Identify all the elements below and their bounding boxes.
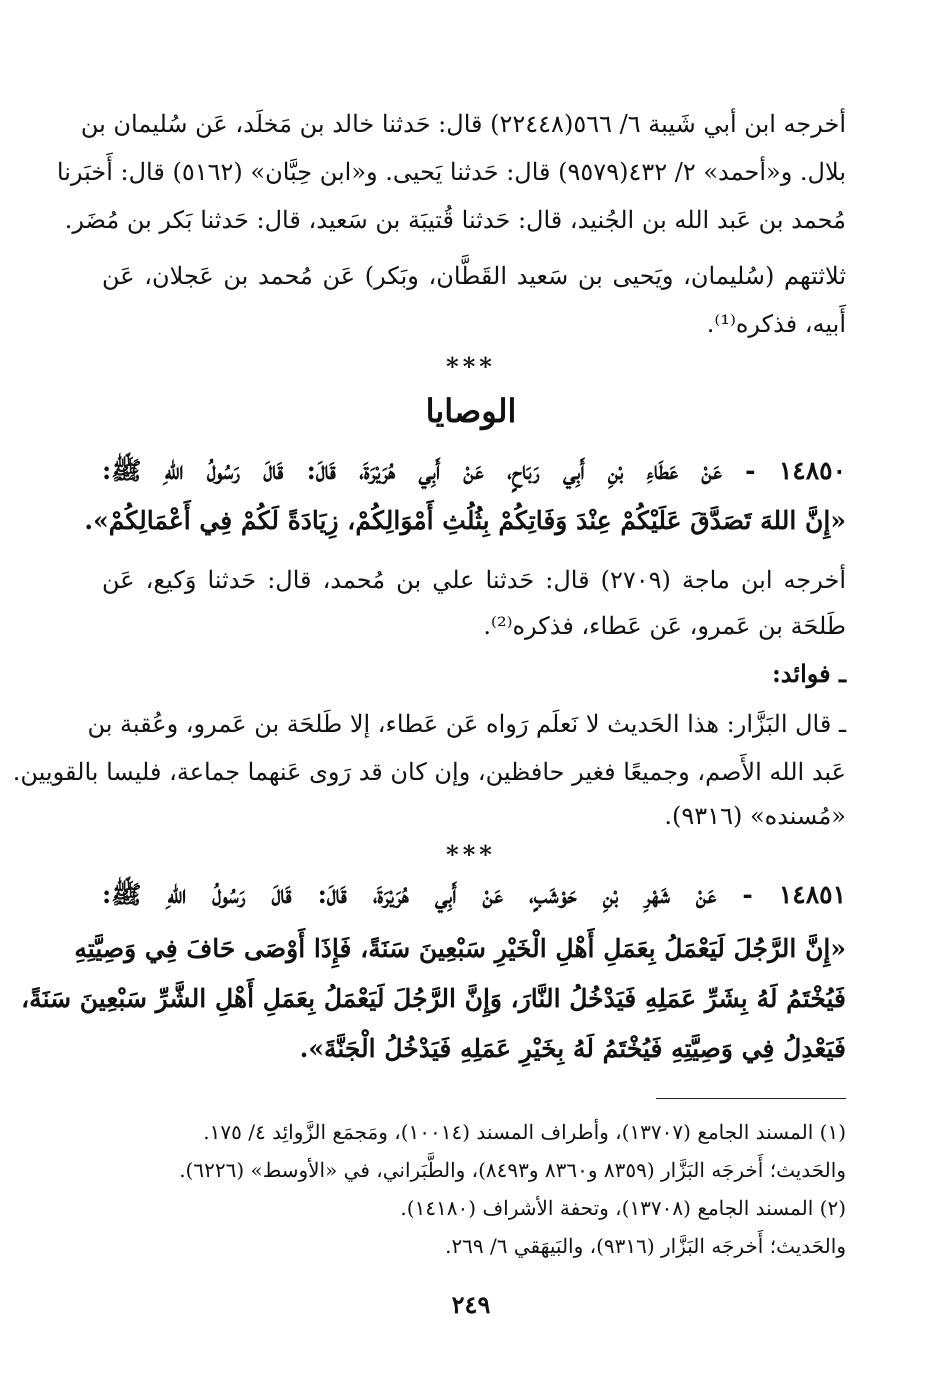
- fawaid-line-2: عَبد الله الأَصم، وجميعًا فغير حافظين، وإن كان قد رَوى عَنهما جماعة، فليسا بالقويين.: [12, 758, 846, 786]
- section-title: الوصايا: [425, 392, 517, 430]
- separator-stars: ***: [446, 840, 496, 869]
- hadith-14851-matn-1: «إِنَّ الرَّجُلَ لَيَعْمَلُ بِعَمَلِ أَهْلِ الْخَيْرِ سَبْعِينَ سَنَةً، فَإِذَا أَوْصَى حَافَ فِي وَصِيَّتِهِ: [74, 934, 846, 963]
- hadith-14850-matn: «إِنَّ اللهَ تَصَدَّقَ عَلَيْكُمْ عِنْدَ وَفَاتِكُمْ بِثُلُثِ أَمْوَالِكُمْ، زِيَادَةً لَكُمْ فِي أَعْمَالِكُمْ».: [84, 506, 846, 535]
- footnote-1: (١) المسند الجامع (١٣٧٠٧)، وأطراف المسند (١٠٠١٤)، ومَجمَع الزَّوائِد ٤/ ١٧٥.: [203, 1120, 846, 1144]
- intro-line-1: أخرجه ابن أبي شَيبة ٦/ ٥٦٦(٢٢٤٤٨) قال: حَدثنا خالد بن مَخلَد، عَن سُليمان بن: [80, 110, 846, 138]
- footnote-2: (٢) المسند الجامع (١٣٧٠٨)، وتحفة الأشراف (١٤١٨٠).: [400, 1196, 846, 1220]
- intro-line-4: ثلاثتهم (سُليمان، ويَحيى بن سَعيد القَطَّان، وبَكر) عَن مُحمد بن عَجلان، عَن: [102, 262, 846, 290]
- page-number: ٢٤٩: [451, 1290, 491, 1319]
- hadith-14850-takhrij-2: طَلحَة بن عَمرو، عَن عَطاء، فذكره⁽²⁾.: [483, 612, 846, 640]
- footnote-2-continued: والحَديث؛ أَخرجَه البَزَّار (٩٣١٦)، والبَيهَقي ٦/ ٢٦٩.: [445, 1234, 846, 1258]
- fawaid-line-1: ـ قال البَزَّار: هذا الحَديث لا نَعلَم رَواه عَن عَطاء، إلا طَلحَة بن عَمرو، وعُقبة بن: [87, 710, 846, 738]
- intro-line-3: مُحمد بن عَبد الله بن الجُنيد، قال: حَدثنا قُتيبَة بن سَعيد، قال: حَدثنا بَكر بن مُضَر.: [64, 206, 846, 234]
- hadith-14850-isnad: ١٤٨٥٠ - عَنْ عَطَاءِ بْنِ أَبِي رَبَاحٍ، عَنْ أَبِي هُرَيْرَةَ، قَالَ: قَالَ رَسُولُ اللهِ ﷺ:: [102, 456, 846, 485]
- intro-line-2: بلال. و«أحمد» ٢/ ٤٣٢(٩٥٧٩) قال: حَدثنا يَحيى. و«ابن حِبَّان» (٥١٦٢) قال: أَخبَرنا: [56, 158, 846, 186]
- hadith-14851-isnad: ١٤٨٥١ - عَنْ شَهْرِ بْنِ حَوْشَبٍ، عَنْ أَبِي هُرَيْرَةَ، قَالَ: قَالَ رَسُولُ اللهِ ﷺ:: [102, 880, 846, 909]
- hadith-14850-takhrij-1: أخرجه ابن ماجة (٢٧٠٩) قال: حَدثنا علي بن مُحمد، قال: حَدثنا وَكيع، عَن: [102, 566, 846, 594]
- hadith-14851-matn-2: فَيُخْتَمُ لَهُ بِشَرِّ عَمَلِهِ فَيَدْخُلُ النَّارَ، وَإِنَّ الرَّجُلَ لَيَعْمَلُ بِعَمَلِ أَهْلِ الشَّرِّ سَبْعِينَ سَنَةً،: [21, 984, 846, 1013]
- footnote-1-continued: والحَديث؛ أَخرجَه البَزَّار (٨٣٥٩ و٨٣٦٠ و٨٤٩٣)، والطَّبَراني، في «الأوسط» (٦٢٢٦).: [179, 1158, 846, 1182]
- separator-stars: ***: [446, 352, 496, 381]
- fawaid-line-3: «مُسنده» (٩٣١٦).: [664, 802, 846, 830]
- footnote-divider: [656, 1098, 846, 1099]
- hadith-14851-matn-3: فَيَعْدِلُ فِي وَصِيَّتِهِ فَيُخْتَمُ لَهُ بِخَيْرِ عَمَلِهِ فَيَدْخُلُ الْجَنَّةَ».: [299, 1034, 846, 1063]
- fawaid-label: ـ فوائد:: [771, 659, 846, 688]
- intro-line-5: أَبيه، فذكره⁽¹⁾.: [706, 310, 846, 338]
